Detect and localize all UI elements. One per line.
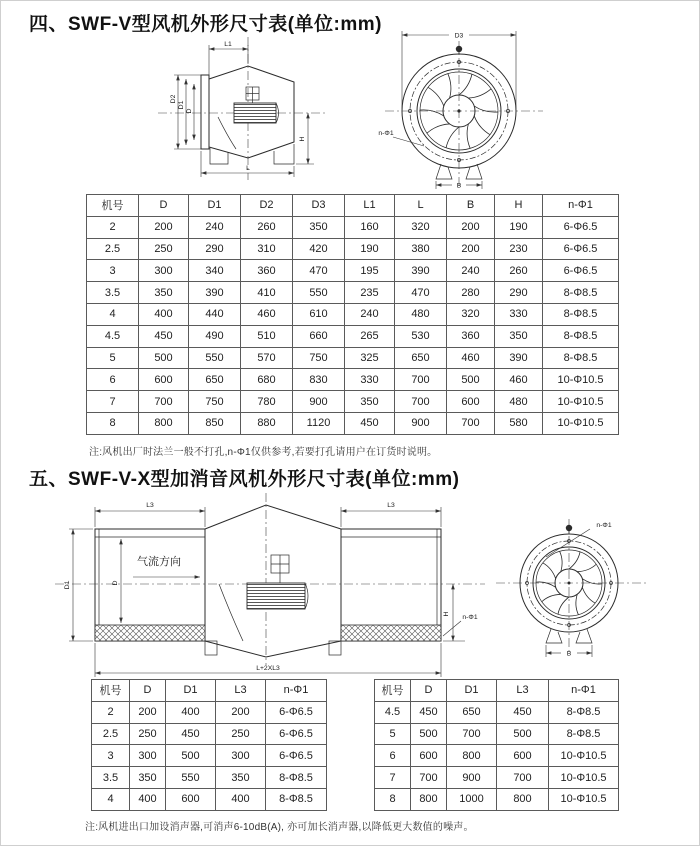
swfvx-dimension-table-small xyxy=(91,679,327,811)
table-cell: 240 xyxy=(345,303,395,325)
table-cell: 6-Φ6.5 xyxy=(266,723,327,745)
table-cell: 1120 xyxy=(293,412,345,434)
fan-section-top xyxy=(205,505,341,529)
table-cell: 2 xyxy=(87,216,139,238)
foot-left xyxy=(205,641,217,655)
table-cell: 3 xyxy=(92,745,130,767)
table-row xyxy=(87,325,619,347)
table-cell: 5 xyxy=(375,723,411,745)
table-cell: 400 xyxy=(130,788,166,810)
section5-title: 五、SWF-V-X型加消音风机外形尺寸表(单位:mm) xyxy=(29,469,460,490)
table-cell: 2.5 xyxy=(92,723,130,745)
table-row xyxy=(375,723,619,745)
table-cell: 6-Φ6.5 xyxy=(266,745,327,767)
table-cell: 800 xyxy=(411,788,447,810)
table-cell: 4.5 xyxy=(375,701,411,723)
table-cell: 240 xyxy=(447,260,495,282)
header-row xyxy=(92,680,327,702)
swfvx-side-view-drawing xyxy=(55,493,487,688)
table-cell: 235 xyxy=(345,282,395,304)
table-cell: 8 xyxy=(87,412,139,434)
table-cell: 230 xyxy=(495,238,543,260)
table-cell: 190 xyxy=(495,216,543,238)
table-cell: 400 xyxy=(139,303,189,325)
dim-label-b: B xyxy=(456,182,462,190)
column-header: D3 xyxy=(293,195,345,217)
swfv-dimension-table xyxy=(86,194,619,435)
dim-label-l1: L1 xyxy=(224,41,232,48)
table-cell: 350 xyxy=(216,767,266,789)
table-cell: 190 xyxy=(345,238,395,260)
column-header: L xyxy=(395,195,447,217)
table-cell: 470 xyxy=(395,282,447,304)
table-cell: 4 xyxy=(92,788,130,810)
table-row xyxy=(92,723,327,745)
table-row xyxy=(92,701,327,723)
table-cell: 880 xyxy=(241,412,293,434)
table-cell: 600 xyxy=(411,745,447,767)
table-cell: 750 xyxy=(293,347,345,369)
table-cell: 8-Φ8.5 xyxy=(543,282,619,304)
table-cell: 680 xyxy=(241,369,293,391)
dim-label-b: B xyxy=(566,650,572,658)
table-cell: 1000 xyxy=(447,788,497,810)
table-cell: 900 xyxy=(293,391,345,413)
table-row xyxy=(92,745,327,767)
table-row xyxy=(87,412,619,434)
table-cell: 510 xyxy=(241,325,293,347)
table-row xyxy=(87,391,619,413)
table-cell: 10-Φ10.5 xyxy=(543,412,619,434)
header-row xyxy=(87,195,619,217)
table-row xyxy=(92,788,327,810)
table-cell: 250 xyxy=(139,238,189,260)
table-cell: 6-Φ6.5 xyxy=(543,260,619,282)
motor xyxy=(247,583,305,609)
table-cell: 260 xyxy=(495,260,543,282)
table-row xyxy=(87,238,619,260)
dim-label-h: H xyxy=(443,611,450,617)
guide-vane xyxy=(218,117,236,149)
table-cell: 240 xyxy=(189,216,241,238)
table-cell: 500 xyxy=(166,745,216,767)
table-cell: 8-Φ8.5 xyxy=(543,325,619,347)
dim-label-l: L xyxy=(246,165,250,172)
section5-note: 注:风机进出口加设消声器,可消声6-10dB(A), 亦可加长消声器,以降低更大数值的噪声。 xyxy=(85,822,474,833)
table-row xyxy=(375,745,619,767)
column-header: L3 xyxy=(216,680,266,702)
table-cell: 200 xyxy=(447,216,495,238)
absorber-right xyxy=(341,625,441,641)
dim-label-total-length: L+2XL3 xyxy=(256,665,280,672)
table-cell: 650 xyxy=(395,347,447,369)
table-cell: 300 xyxy=(130,745,166,767)
dim-label-d2: D2 xyxy=(170,94,177,104)
table-cell: 300 xyxy=(216,745,266,767)
table-cell: 350 xyxy=(130,767,166,789)
table-cell: 420 xyxy=(293,238,345,260)
table-cell: 8-Φ8.5 xyxy=(549,701,619,723)
table-cell: 700 xyxy=(447,412,495,434)
dim-label-d1: D1 xyxy=(64,580,71,590)
table-cell: 410 xyxy=(241,282,293,304)
table-cell: 400 xyxy=(216,788,266,810)
guide-vane xyxy=(219,584,243,641)
motor xyxy=(234,103,276,123)
table-cell: 6 xyxy=(87,369,139,391)
table-cell: 700 xyxy=(139,391,189,413)
table-row xyxy=(375,788,619,810)
table-cell: 330 xyxy=(345,369,395,391)
column-header: 机号 xyxy=(87,195,139,217)
column-header: L1 xyxy=(345,195,395,217)
table-cell: 8-Φ8.5 xyxy=(543,303,619,325)
dim-label-d: D xyxy=(112,580,119,586)
column-header: D xyxy=(130,680,166,702)
table-cell: 250 xyxy=(216,723,266,745)
dim-label-l3-left: L3 xyxy=(146,502,154,509)
dim-label-d: D xyxy=(186,108,193,114)
swfv-side-view-drawing xyxy=(156,37,331,182)
table-cell: 390 xyxy=(189,282,241,304)
table-cell: 500 xyxy=(497,723,549,745)
table-cell: 7 xyxy=(87,391,139,413)
table-cell: 610 xyxy=(293,303,345,325)
column-header: 机号 xyxy=(92,680,130,702)
table-cell: 10-Φ10.5 xyxy=(549,767,619,789)
table-cell: 850 xyxy=(189,412,241,434)
column-header: D xyxy=(139,195,189,217)
table-cell: 460 xyxy=(495,369,543,391)
table-cell: 10-Φ10.5 xyxy=(549,788,619,810)
foot-left xyxy=(210,148,228,164)
column-header: D xyxy=(411,680,447,702)
table-cell: 10-Φ10.5 xyxy=(543,391,619,413)
swfv-front-view-drawing xyxy=(379,21,549,191)
table-cell: 200 xyxy=(447,238,495,260)
table-row xyxy=(87,347,619,369)
table-cell: 600 xyxy=(166,788,216,810)
table-cell: 460 xyxy=(447,347,495,369)
table-cell: 700 xyxy=(411,767,447,789)
table-cell: 4 xyxy=(87,303,139,325)
table-cell: 320 xyxy=(447,303,495,325)
terminal-bolt xyxy=(456,46,462,52)
table-cell: 700 xyxy=(395,369,447,391)
table-cell: 200 xyxy=(130,701,166,723)
table-row xyxy=(87,369,619,391)
table-cell: 700 xyxy=(395,391,447,413)
table-cell: 380 xyxy=(395,238,447,260)
table-cell: 2.5 xyxy=(87,238,139,260)
table-cell: 800 xyxy=(497,788,549,810)
table-cell: 6 xyxy=(375,745,411,767)
section4-title: 四、SWF-V型风机外形尺寸表(单位:mm) xyxy=(29,14,382,35)
table-cell: 550 xyxy=(166,767,216,789)
bolt-callout-label: n-Φ1 xyxy=(596,522,612,529)
table-cell: 320 xyxy=(395,216,447,238)
swfvx-front-view-drawing xyxy=(488,503,656,668)
column-header: L3 xyxy=(497,680,549,702)
table-cell: 340 xyxy=(189,260,241,282)
table-row xyxy=(375,767,619,789)
table-cell: 290 xyxy=(495,282,543,304)
table-cell: 550 xyxy=(189,347,241,369)
table-cell: 460 xyxy=(241,303,293,325)
table-cell: 660 xyxy=(293,325,345,347)
table-row xyxy=(87,303,619,325)
table-cell: 3 xyxy=(87,260,139,282)
table-cell: 470 xyxy=(293,260,345,282)
column-header: 机号 xyxy=(375,680,411,702)
table-cell: 10-Φ10.5 xyxy=(543,369,619,391)
table-cell: 10-Φ10.5 xyxy=(549,745,619,767)
table-cell: 600 xyxy=(497,745,549,767)
table-cell: 8 xyxy=(375,788,411,810)
column-header: D1 xyxy=(166,680,216,702)
table-cell: 8-Φ8.5 xyxy=(266,788,327,810)
table-cell: 780 xyxy=(241,391,293,413)
table-cell: 350 xyxy=(345,391,395,413)
table-cell: 300 xyxy=(139,260,189,282)
table-cell: 390 xyxy=(495,347,543,369)
table-cell: 650 xyxy=(447,701,497,723)
table-cell: 7 xyxy=(375,767,411,789)
header-row xyxy=(375,680,619,702)
table-cell: 440 xyxy=(189,303,241,325)
table-cell: 900 xyxy=(395,412,447,434)
table-cell: 3.5 xyxy=(87,282,139,304)
table-cell: 250 xyxy=(130,723,166,745)
table-cell: 200 xyxy=(216,701,266,723)
table-cell: 265 xyxy=(345,325,395,347)
table-cell: 700 xyxy=(497,767,549,789)
table-cell: 290 xyxy=(189,238,241,260)
foot-right xyxy=(274,144,294,164)
dim-label-h: H xyxy=(299,136,306,142)
airflow-direction-label: 气流方向 xyxy=(137,556,181,568)
table-cell: 480 xyxy=(395,303,447,325)
table-cell: 195 xyxy=(345,260,395,282)
dim-label-d1: D1 xyxy=(178,100,185,110)
table-cell: 6-Φ6.5 xyxy=(543,238,619,260)
table-cell: 450 xyxy=(166,723,216,745)
column-header: D1 xyxy=(189,195,241,217)
table-cell: 480 xyxy=(495,391,543,413)
bolt-callout-label: n-Φ1 xyxy=(378,130,394,137)
column-header: H xyxy=(495,195,543,217)
table-cell: 6-Φ6.5 xyxy=(543,216,619,238)
table-cell: 800 xyxy=(447,745,497,767)
section4-note: 注:风机出厂时法兰一般不打孔,n-Φ1仅供参考,若要打孔请用户在订货时说明。 xyxy=(89,447,438,458)
table-row xyxy=(87,282,619,304)
table-cell: 200 xyxy=(139,216,189,238)
table-cell: 350 xyxy=(139,282,189,304)
table-cell: 600 xyxy=(139,369,189,391)
table-cell: 800 xyxy=(139,412,189,434)
table-cell: 650 xyxy=(189,369,241,391)
table-cell: 5 xyxy=(87,347,139,369)
table-cell: 6-Φ6.5 xyxy=(266,701,327,723)
table-cell: 160 xyxy=(345,216,395,238)
table-cell: 4.5 xyxy=(87,325,139,347)
table-cell: 390 xyxy=(395,260,447,282)
fan-section-bottom xyxy=(205,641,341,657)
absorber-left xyxy=(95,625,205,641)
table-cell: 450 xyxy=(139,325,189,347)
table-cell: 400 xyxy=(166,701,216,723)
swfvx-dimension-table-large xyxy=(374,679,619,811)
column-header: n-Φ1 xyxy=(543,195,619,217)
table-cell: 2 xyxy=(92,701,130,723)
table-cell: 8-Φ8.5 xyxy=(266,767,327,789)
silencer-right xyxy=(341,529,441,641)
table-cell: 450 xyxy=(497,701,549,723)
table-cell: 600 xyxy=(447,391,495,413)
table-cell: 490 xyxy=(189,325,241,347)
table-cell: 550 xyxy=(293,282,345,304)
table-cell: 580 xyxy=(495,412,543,434)
table-cell: 330 xyxy=(495,303,543,325)
table-cell: 500 xyxy=(447,369,495,391)
table-cell: 8-Φ8.5 xyxy=(543,347,619,369)
table-cell: 350 xyxy=(495,325,543,347)
table-row xyxy=(87,216,619,238)
table-cell: 700 xyxy=(447,723,497,745)
dim-label-l3-right: L3 xyxy=(387,502,395,509)
table-cell: 530 xyxy=(395,325,447,347)
table-cell: 360 xyxy=(447,325,495,347)
column-header: D2 xyxy=(241,195,293,217)
column-header: B xyxy=(447,195,495,217)
table-cell: 360 xyxy=(241,260,293,282)
table-cell: 3.5 xyxy=(92,767,130,789)
table-cell: 450 xyxy=(345,412,395,434)
table-cell: 500 xyxy=(139,347,189,369)
column-header: n-Φ1 xyxy=(549,680,619,702)
inlet-flange xyxy=(201,75,209,149)
table-row xyxy=(87,260,619,282)
table-cell: 830 xyxy=(293,369,345,391)
table-row xyxy=(375,701,619,723)
bolt-callout-label: n-Φ1 xyxy=(462,614,478,621)
table-cell: 325 xyxy=(345,347,395,369)
table-cell: 310 xyxy=(241,238,293,260)
table-cell: 900 xyxy=(447,767,497,789)
table-cell: 570 xyxy=(241,347,293,369)
table-cell: 450 xyxy=(411,701,447,723)
table-row xyxy=(92,767,327,789)
table-cell: 500 xyxy=(411,723,447,745)
table-cell: 350 xyxy=(293,216,345,238)
terminal-bolt xyxy=(566,525,572,531)
column-header: n-Φ1 xyxy=(266,680,327,702)
dim-label-d3: D3 xyxy=(454,32,464,40)
table-cell: 260 xyxy=(241,216,293,238)
table-cell: 280 xyxy=(447,282,495,304)
column-header: D1 xyxy=(447,680,497,702)
table-cell: 8-Φ8.5 xyxy=(549,723,619,745)
table-cell: 750 xyxy=(189,391,241,413)
